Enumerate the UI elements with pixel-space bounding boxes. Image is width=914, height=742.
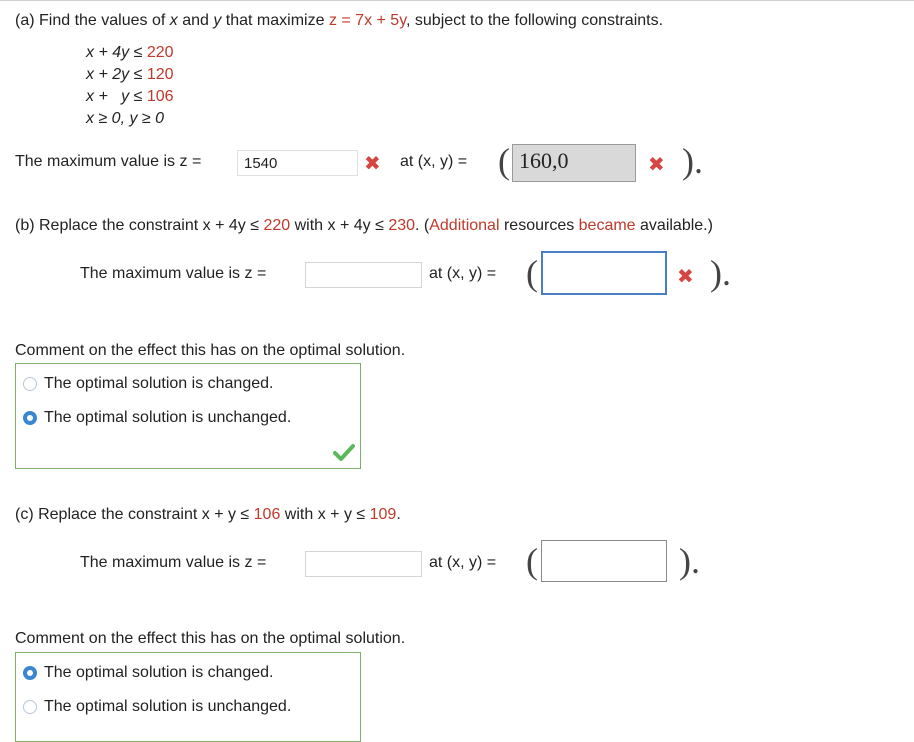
var-x: x [169,12,178,29]
part-a-coordinate-input[interactable]: 160,0 [512,144,636,182]
part-b-with: with x + 4y ≤ [290,217,389,234]
part-a-prompt-post: , subject to the following constraints. [406,12,664,29]
part-a-prompt [15,12,663,30]
objective-function: z = 7x + 5y [328,12,407,29]
part-c-period: . [396,506,401,523]
constraint-1-rhs: 220 [146,44,174,61]
part-c-prompt-pre: (c) Replace the constraint x + y ≤ [15,506,254,523]
part-c-max-label: The maximum value is z = [80,554,267,571]
constraint-4 [86,108,174,130]
open-paren: ( [526,253,538,293]
part-c-radio-unchanged[interactable] [23,700,37,714]
constraint-1 [86,42,174,64]
part-a-at-label: at (x, y) = [400,153,468,170]
incorrect-x-icon: ✖ [648,154,665,176]
part-b-note-word2: became [578,217,636,234]
part-b-at-label: at (x, y) = [429,265,497,282]
part-c-option-unchanged[interactable]: The optimal solution is unchanged. [44,698,292,715]
constraint-1-lhs: x + 4y ≤ [86,44,143,61]
part-b-radio-changed[interactable] [23,377,37,391]
close-paren: ). [679,541,700,581]
part-b-note-mid: resources [499,217,579,234]
close-paren: ). [710,253,731,293]
part-b-note-word1: Additional [429,217,500,234]
part-b-note-open: . ( [415,217,430,234]
part-b-option-changed[interactable]: The optimal solution is changed. [44,375,274,392]
constraint-3-lhs: x + y ≤ [86,88,143,105]
constraint-list [86,42,174,130]
constraint-3 [86,86,174,108]
part-c-with: with x + y ≤ [280,506,370,523]
part-b-comment-label: Comment on the effect this has on the optimal solution. [15,342,406,359]
var-y: y [213,12,222,29]
constraint-2-lhs: x + 2y ≤ [86,66,143,83]
part-c-coordinate-input[interactable] [541,540,667,582]
part-b-prompt [15,217,713,235]
part-b-max-label: The maximum value is z = [80,265,267,282]
part-c-old-rhs: 106 [253,506,281,523]
part-b-new-rhs: 230 [388,217,416,234]
part-a-prompt-mid: that maximize [221,12,329,29]
part-a-max-value-input[interactable]: 1540 [237,150,358,176]
part-b-option-unchanged[interactable]: The optimal solution is unchanged. [44,409,292,426]
part-b-coordinate-input[interactable] [541,251,667,295]
constraint-3-rhs: 106 [146,88,174,105]
part-c-option-changed[interactable]: The optimal solution is changed. [44,664,274,681]
nonnegativity-constraint: x ≥ 0, y ≥ 0 [86,110,165,127]
part-a-and: and [177,12,214,29]
part-c-max-value-input[interactable] [305,551,422,577]
part-b-max-value-input[interactable] [305,262,422,288]
open-paren: ( [498,141,510,181]
close-paren: ). [682,141,703,181]
part-c-new-rhs: 109 [369,506,397,523]
incorrect-x-icon: ✖ [677,266,694,288]
open-paren: ( [526,541,538,581]
constraint-2-rhs: 120 [146,66,174,83]
top-divider [0,0,914,1]
part-c-prompt [15,506,401,524]
part-c-comment-label: Comment on the effect this has on the optimal solution. [15,630,406,647]
part-b-note-end: available.) [635,217,713,234]
part-b-old-rhs: 220 [263,217,291,234]
part-b-radio-unchanged[interactable] [23,411,37,425]
part-b-prompt-pre: (b) Replace the constraint x + 4y ≤ [15,217,264,234]
part-c-at-label: at (x, y) = [429,554,497,571]
incorrect-x-icon: ✖ [364,153,381,175]
constraint-2 [86,64,174,86]
part-a-max-label: The maximum value is z = [15,153,202,170]
correct-check-icon [333,443,355,461]
part-c-radio-changed[interactable] [23,666,37,680]
part-a-prompt-pre: (a) Find the values of [15,12,170,29]
